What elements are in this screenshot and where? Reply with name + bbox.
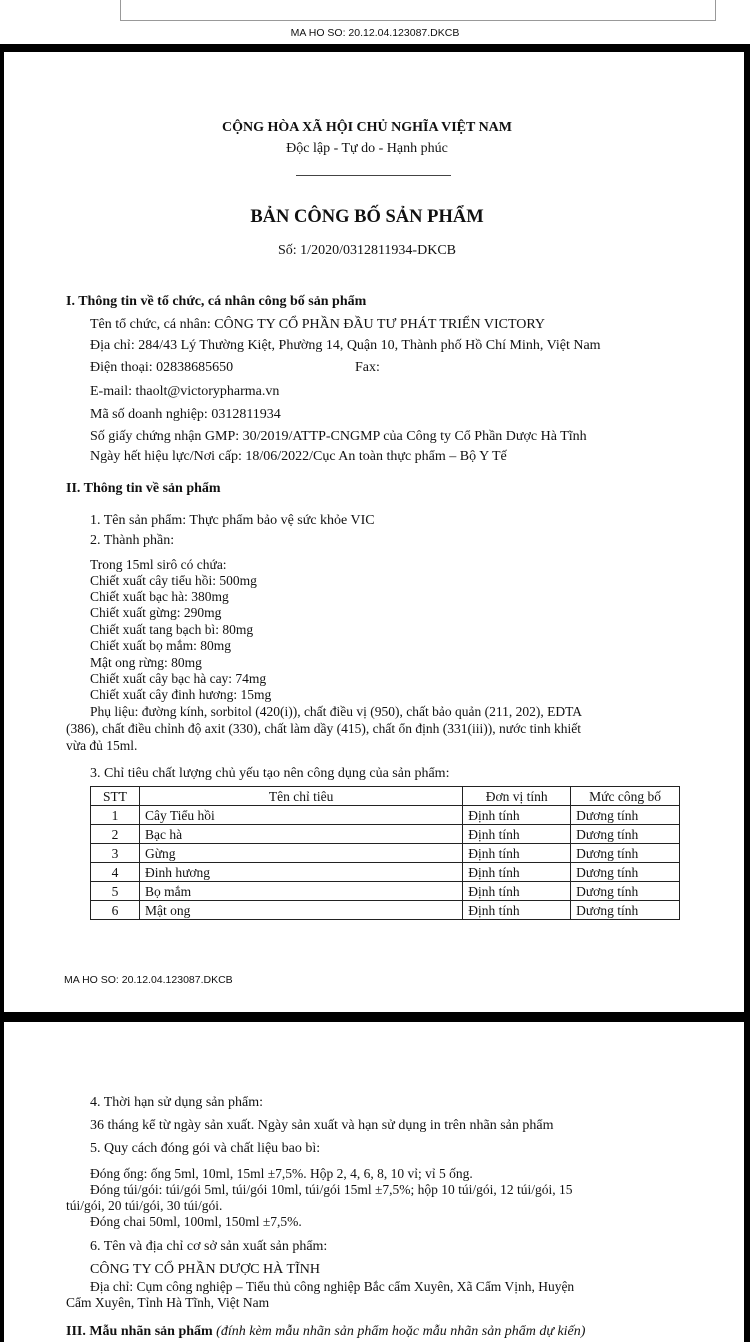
country-heading: CỘNG HÒA XÃ HỘI CHỦ NGHĨA VIỆT NAM <box>221 120 512 135</box>
ingredient-line: Mật ong rừng: 80mg <box>90 655 202 670</box>
document-page-1 <box>4 52 744 1012</box>
org-phone: Điện thoại: 02838685650 <box>90 360 234 375</box>
table-cell-stt: 3 <box>91 844 140 863</box>
manufacturer-label: 6. Tên và địa chỉ cơ sở sản xuất sản phẩm: <box>90 1239 328 1254</box>
table-cell-criteria: Gừng <box>139 844 462 863</box>
table-cell-stt: 6 <box>91 901 140 920</box>
ingredient-line: Trong 15ml sirô có chứa: <box>90 557 227 572</box>
table-row <box>91 806 680 825</box>
table-cell-criteria: Bọ mắm <box>139 882 462 901</box>
table-row <box>91 863 680 882</box>
ingredient-line: Chiết xuất tang bạch bì: 80mg <box>90 622 254 637</box>
table-cell-unit: Định tính <box>463 806 571 825</box>
table-cell-level: Dương tính <box>571 863 680 882</box>
section-3-heading: III. Mẫu nhãn sản phẩm <box>66 1324 213 1339</box>
manufacturer-address-cont: Cẩm Xuyên, Tỉnh Hà Tĩnh, Việt Nam <box>66 1295 270 1310</box>
column-header-unit: Đơn vị tính <box>463 787 571 806</box>
table-row <box>91 901 680 920</box>
org-tax-code: Mã số doanh nghiệp: 0312811934 <box>90 407 281 422</box>
shelf-life: 36 tháng kể từ ngày sản xuất. Ngày sản xuất và hạn sử dụng in trên nhãn sản phẩm <box>90 1118 554 1133</box>
manufacturer-address: Địa chỉ: Cụm công nghiệp – Tiểu thủ công nghiệp Bắc cẩm Xuyên, Xã Cẩm Vịnh, Huyện <box>90 1279 575 1294</box>
section-2-heading: II. Thông tin về sản phẩm <box>66 481 221 496</box>
packaging-sachet: Đóng túi/gói: túi/gói 5ml, túi/gói 10ml, túi/gói 15ml ±7,5%; hộp 10 túi/gói, 12 túi/gói, 15 <box>90 1182 573 1197</box>
table-cell-stt: 2 <box>91 825 140 844</box>
table-cell-level: Dương tính <box>571 882 680 901</box>
ingredient-line: Chiết xuất bọ mắm: 80mg <box>90 638 231 653</box>
table-cell-unit: Định tính <box>463 901 571 920</box>
org-fax: Fax: <box>355 360 380 375</box>
quality-criteria-table <box>90 786 680 920</box>
criteria-label: 3. Chỉ tiêu chất lượng chủ yếu tạo nên công dụng của sản phẩm: <box>90 766 450 781</box>
packaging-bottle: Đóng chai 50ml, 100ml, 150ml ±7,5%. <box>90 1214 302 1229</box>
table-cell-stt: 4 <box>91 863 140 882</box>
table-cell-stt: 1 <box>91 806 140 825</box>
org-address: Địa chỉ: 284/43 Lý Thường Kiệt, Phường 14, Quận 10, Thành phố Hồ Chí Minh, Việt Nam <box>90 338 601 353</box>
ingredient-line: Chiết xuất gừng: 290mg <box>90 605 222 620</box>
org-email: E-mail: thaolt@victorypharma.vn <box>90 384 280 399</box>
shelf-life-label: 4. Thời hạn sử dụng sản phẩm: <box>90 1095 263 1110</box>
section-3-heading-line <box>66 1324 585 1340</box>
excipients-line-3: vừa đủ 15ml. <box>66 738 138 753</box>
previous-page-table-edge <box>120 0 716 21</box>
doc-code-bottom: MA HO SO: 20.12.04.123087.DKCB <box>64 974 233 986</box>
ingredient-line: Chiết xuất cây đinh hương: 15mg <box>90 687 272 702</box>
motto-divider <box>296 175 451 176</box>
ingredient-line: Chiết xuất cây bạc hà cay: 74mg <box>90 671 267 686</box>
ingredient-line: Chiết xuất bạc hà: 380mg <box>90 589 229 604</box>
packaging-ampoule: Đóng ống: ống 5ml, 10ml, 15ml ±7,5%. Hộp 2, 4, 6, 8, 10 vỉ; vỉ 5 ống. <box>90 1166 473 1181</box>
ingredient-line: Chiết xuất cây tiểu hồi: 500mg <box>90 573 257 588</box>
table-cell-stt: 5 <box>91 882 140 901</box>
section-1-heading: I. Thông tin về tổ chức, cá nhân công bố sản phẩm <box>66 294 367 309</box>
column-header-stt: STT <box>91 787 140 806</box>
document-page-2 <box>4 1022 744 1342</box>
org-name: Tên tổ chức, cá nhân: CÔNG TY CỔ PHẦN ĐẦU TƯ PHÁT TRIỂN VICTORY <box>90 317 546 332</box>
table-header-row <box>91 787 680 806</box>
table-cell-criteria: Bạc hà <box>139 825 462 844</box>
document-title: BẢN CÔNG BỐ SẢN PHẨM <box>250 207 484 227</box>
manufacturer-name: CÔNG TY CỔ PHẦN DƯỢC HÀ TĨNH <box>90 1262 320 1277</box>
packaging-label: 5. Quy cách đóng gói và chất liệu bao bì: <box>90 1141 321 1156</box>
packaging-sachet-cont: túi/gói, 20 túi/gói, 30 túi/gói. <box>66 1198 223 1213</box>
table-row <box>91 844 680 863</box>
org-expiry: Ngày hết hiệu lực/Nơi cấp: 18/06/2022/Cục An toàn thực phẩm – Bộ Y Tế <box>90 449 507 464</box>
table-cell-criteria: Đinh hương <box>139 863 462 882</box>
document-number: Số: 1/2020/0312811934-DKCB <box>278 243 456 258</box>
table-cell-level: Dương tính <box>571 806 680 825</box>
excipients-line-1: Phụ liệu: đường kính, sorbitol (420(i)), chất điều vị (950), chất bảo quản (211, 202), EDTA <box>90 704 583 719</box>
excipients-line-2: (386), chất điều chỉnh độ axit (330), chất làm dầy (415), chất ổn định (331(iii)), nước tinh khiết <box>66 721 581 736</box>
motto: Độc lập - Tự do - Hạnh phúc <box>286 141 448 156</box>
table-row <box>91 882 680 901</box>
composition-label: 2. Thành phần: <box>90 533 175 548</box>
org-gmp: Số giấy chứng nhận GMP: 30/2019/ATTP-CNGMP của Công ty Cổ Phần Dược Hà Tĩnh <box>90 429 587 444</box>
table-cell-unit: Định tính <box>463 863 571 882</box>
table-cell-level: Dương tính <box>571 825 680 844</box>
previous-page-strip <box>0 0 750 44</box>
section-3-note: (đính kèm mẫu nhãn sản phẩm hoặc mẫu nhãn sản phẩm dự kiến) <box>216 1324 586 1339</box>
table-cell-unit: Định tính <box>463 825 571 844</box>
column-header-level: Mức công bố <box>571 787 680 806</box>
table-cell-criteria: Mật ong <box>139 901 462 920</box>
column-header-criteria: Tên chỉ tiêu <box>139 787 462 806</box>
table-row <box>91 825 680 844</box>
product-name: 1. Tên sản phẩm: Thực phẩm bảo vệ sức khỏe VIC <box>90 513 375 528</box>
table-cell-unit: Định tính <box>463 882 571 901</box>
doc-code-top: MA HO SO: 20.12.04.123087.DKCB <box>290 27 460 39</box>
table-cell-unit: Định tính <box>463 844 571 863</box>
table-cell-level: Dương tính <box>571 844 680 863</box>
table-cell-criteria: Cây Tiểu hồi <box>139 806 462 825</box>
table-cell-level: Dương tính <box>571 901 680 920</box>
